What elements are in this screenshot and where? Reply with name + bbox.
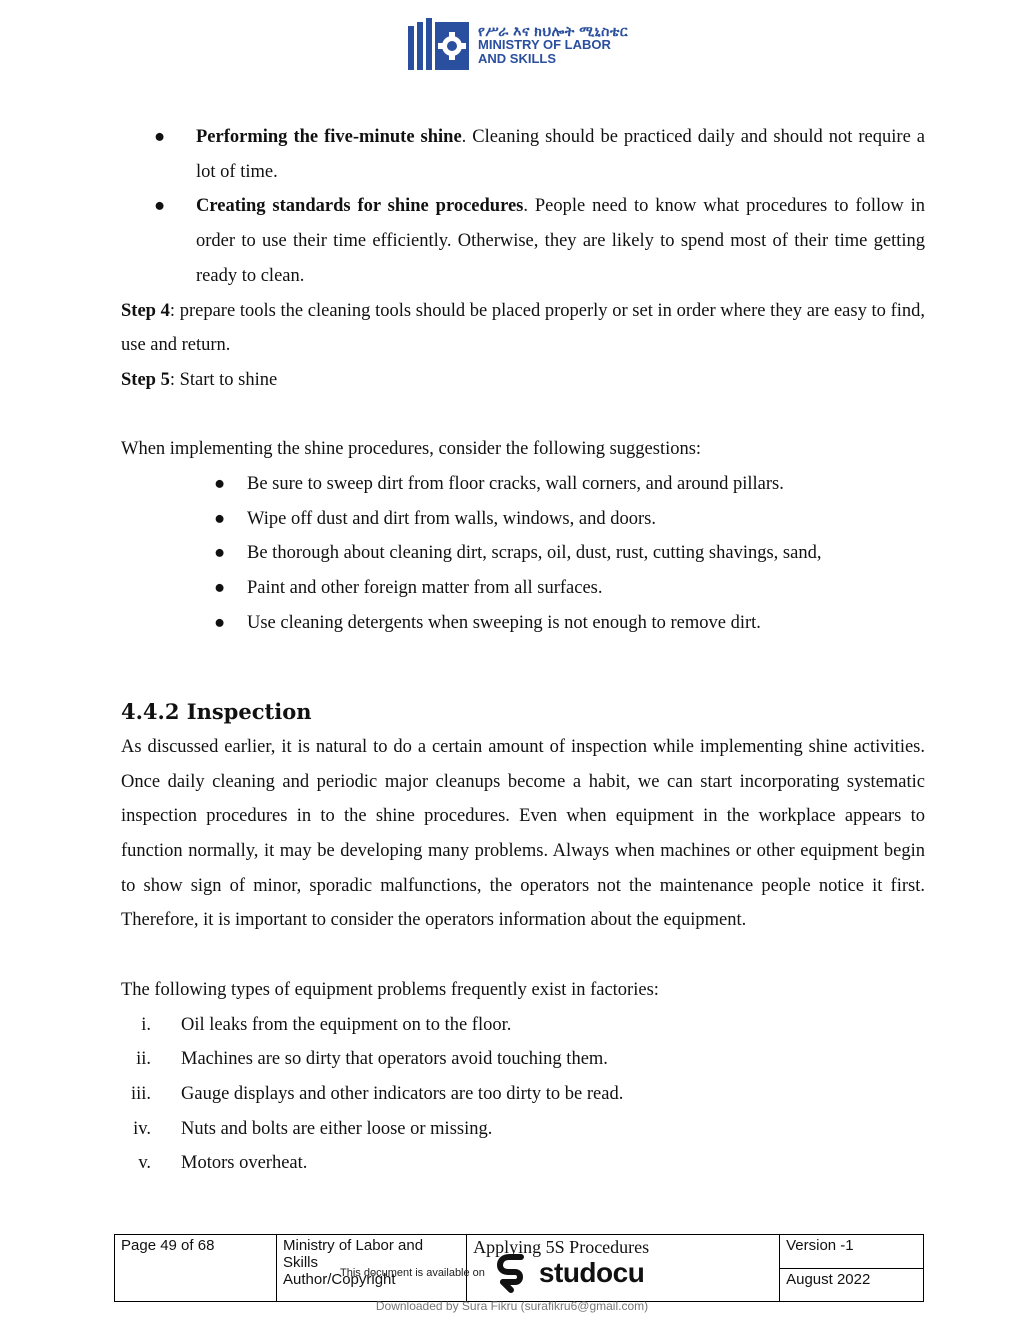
list-item xyxy=(121,120,925,189)
list-item xyxy=(121,1112,925,1147)
ministry-emblem-icon xyxy=(408,16,470,74)
suggestion-text: Be thorough about cleaning dirt, scraps, oil, dust, rust, cutting shavings, sand, xyxy=(247,543,822,564)
bullet-bold: Performing the five-minute shine xyxy=(196,127,462,147)
item-number: v. xyxy=(138,1153,151,1174)
step-4-label: Step 4 xyxy=(121,300,170,321)
step-5-label: Step 5 xyxy=(121,369,170,390)
item-number: iii. xyxy=(130,1083,151,1104)
step-4-paragraph xyxy=(121,294,925,363)
availability-text: This document is available on xyxy=(340,1267,485,1279)
problem-text: Oil leaks from the equipment on to the floor. xyxy=(181,1014,512,1035)
suggestions-intro: When implementing the shine procedures, consider the following suggestions: xyxy=(121,439,702,460)
problems-list xyxy=(121,1008,925,1182)
bullet-icon: ● xyxy=(214,508,226,529)
logo-line1: MINISTRY OF LABOR xyxy=(478,37,611,52)
footer-version: Version -1 xyxy=(780,1235,924,1269)
footer-org-line3: Author/Copyright xyxy=(283,1271,396,1288)
bullet-icon: ● xyxy=(214,578,226,599)
download-notice: Downloaded by Sura Fikru (surafikru6@gmail.com) xyxy=(375,1299,649,1313)
list-item xyxy=(121,1008,925,1043)
list-item xyxy=(121,1077,925,1112)
step-5-paragraph xyxy=(121,363,925,398)
item-number: i. xyxy=(141,1014,151,1035)
studocu-brand: studocu xyxy=(538,1257,645,1288)
bullet-text: . People need to know what procedures to follow in order to use their time efficiently. Otherwise, they are likely to spend most of their time getting ready to clean. xyxy=(196,196,925,286)
studocu-watermark[interactable] xyxy=(340,1253,644,1293)
problem-text: Nuts and bolts are either loose or missing. xyxy=(181,1118,493,1139)
list-item xyxy=(121,189,925,293)
problem-text: Gauge displays and other indicators are too dirty to be read. xyxy=(181,1083,624,1104)
step-4-text: : prepare tools the cleaning tools should be placed properly or set in order where they are easy to find, use and return. xyxy=(121,300,926,356)
suggestion-text: Paint and other foreign matter from all surfaces. xyxy=(247,578,603,599)
inspection-paragraph: As discussed earlier, it is natural to do a certain amount of inspection while implementing shine activities. Once daily cleaning and periodic major cleanups become a habit, we can start incorporating systematic inspection procedures in to the shine procedures. Even when equipment in the workplace appears to function normally, it may be developing many problems. Always when machines or other equipment begin to show sign of minor, sporadic malfunctions, the operators not the maintenance people notice it first. Therefore, it is important to consider the operators information about the equipment. xyxy=(121,736,925,931)
list-item xyxy=(121,571,925,606)
suggestion-text: Wipe off dust and dirt from walls, windows, and doors. xyxy=(247,508,656,529)
section-heading: 4.4.2 Inspection xyxy=(121,699,312,725)
bullet-icon: ● xyxy=(154,127,166,147)
list-item xyxy=(121,502,925,537)
list-item xyxy=(121,467,925,502)
footer-title: Applying 5S Procedures xyxy=(467,1235,780,1302)
footer-org-line2: Skills xyxy=(283,1254,319,1271)
bullet-icon: ● xyxy=(214,474,226,495)
document-body xyxy=(121,120,925,1181)
logo-amharic-text: የሥራ እና ክህሎት ሚኒስቴር xyxy=(478,23,629,39)
ministry-logo xyxy=(408,16,628,74)
step-5-text: : Start to shine xyxy=(169,369,278,390)
suggestions-list xyxy=(121,467,925,641)
list-item xyxy=(121,1146,925,1181)
shine-bullet-list xyxy=(121,120,925,294)
footer-page-number: Page 49 of 68 xyxy=(115,1235,277,1302)
bullet-bold: Creating standards for shine procedures xyxy=(196,196,524,217)
bullet-icon: ● xyxy=(154,196,166,217)
studocu-logo-icon xyxy=(497,1253,527,1293)
list-item xyxy=(121,606,925,641)
item-number: ii. xyxy=(136,1049,151,1070)
footer-org-line1: Ministry of Labor and xyxy=(283,1237,424,1254)
problem-text: Motors overheat. xyxy=(181,1153,308,1174)
problems-intro: The following types of equipment problems frequently exist in factories: xyxy=(121,979,659,1000)
list-item xyxy=(121,536,925,571)
logo-line2: AND SKILLS xyxy=(478,51,556,66)
suggestion-text: Use cleaning detergents when sweeping is not enough to remove dirt. xyxy=(247,612,761,633)
list-item xyxy=(121,1042,925,1077)
bullet-icon: ● xyxy=(214,612,226,633)
bullet-icon: ● xyxy=(214,543,226,564)
problem-text: Machines are so dirty that operators avoid touching them. xyxy=(181,1049,608,1070)
item-number: iv. xyxy=(133,1118,151,1139)
bullet-text: . Cleaning should be practiced daily and should not require a lot of time. xyxy=(196,127,925,182)
footer-date: August 2022 xyxy=(780,1268,924,1302)
suggestion-text: Be sure to sweep dirt from floor cracks, wall corners, and around pillars. xyxy=(247,474,784,495)
